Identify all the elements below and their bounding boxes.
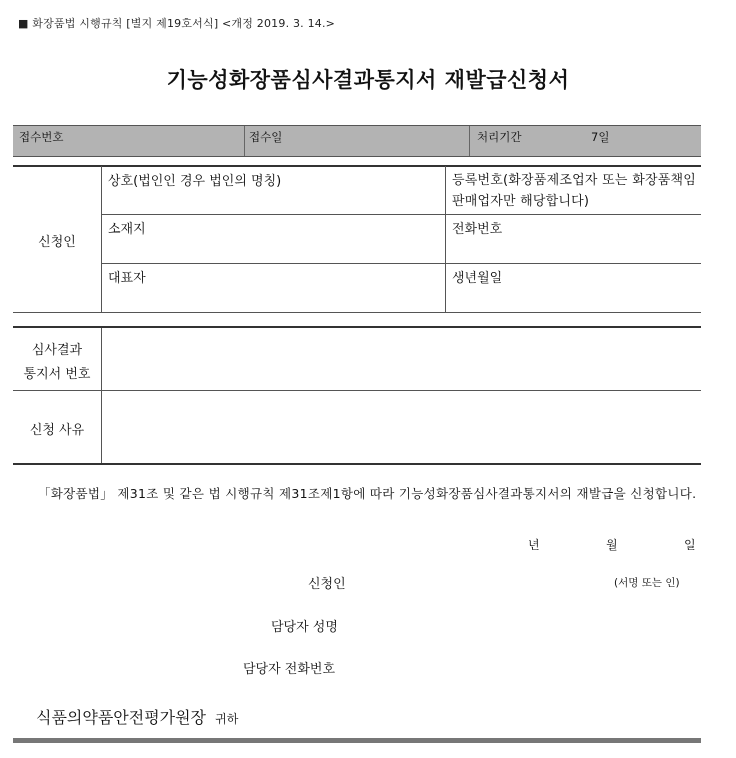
applicant-signature-label: 신청인: [308, 577, 346, 592]
notice-number-label-line1: 심사결과: [31, 343, 83, 358]
processing-period-value: 7일: [591, 130, 610, 144]
phone-label: 전화번호: [452, 222, 503, 237]
officer-phone-label: 담당자 전화번호: [243, 662, 336, 677]
month-label: 월: [606, 538, 618, 552]
divider: [101, 328, 102, 463]
form-reference: ■ 화장품법 시행규칙 [별지 제19호서식] <개정 2019. 3. 14.>: [18, 17, 336, 30]
officer-name-label: 담당자 성명: [271, 620, 338, 635]
divider: [13, 463, 701, 465]
divider: [469, 126, 470, 156]
trade-name-label: 상호(법인인 경우 법인의 명칭): [108, 174, 282, 189]
addressee: [36, 705, 238, 728]
receipt-date-label: 접수일: [249, 130, 283, 144]
addressee-name: 식품의약품안전평가원장: [36, 708, 207, 727]
divider: [13, 390, 701, 391]
divider: [13, 312, 701, 313]
statement: 「화장품법」 제31조 및 같은 법 시행규칙 제31조제1항에 따라 기능성화장품심사결과통지서의 재발급을 신청합니다.: [38, 486, 697, 501]
addressee-suffix: 귀하: [215, 712, 239, 726]
page-title: 기능성화장품심사결과통지서 재발급신청서: [166, 68, 570, 92]
processing-period-label: 처리기간: [477, 130, 522, 144]
notice-number-label-line2: 통지서 번호: [23, 367, 91, 382]
divider: [101, 214, 701, 215]
divider: [13, 326, 701, 328]
day-label: 일: [684, 538, 696, 552]
reason-label: 신청 사유: [29, 423, 85, 438]
notice-number-label: [13, 339, 101, 387]
signature-hint: (서명 또는 인): [614, 577, 680, 589]
receipt-number-label: 접수번호: [19, 130, 64, 144]
statement-text: [24, 483, 700, 505]
address-label: 소재지: [108, 222, 146, 237]
birth-date-label: 생년월일: [452, 271, 503, 286]
representative-label: 대표자: [108, 271, 146, 286]
divider: [445, 166, 446, 312]
receipt-bar: [13, 125, 701, 157]
bottom-bar: [13, 738, 701, 743]
year-label: 년: [528, 538, 540, 552]
divider: [101, 166, 102, 312]
divider: [13, 165, 701, 167]
divider: [101, 263, 701, 264]
registration-number-label: 등록번호(화장품제조업자 또는 화장품책임판매업자만 해당합니다): [452, 173, 696, 209]
applicant-section-label: 신청인: [38, 235, 76, 250]
